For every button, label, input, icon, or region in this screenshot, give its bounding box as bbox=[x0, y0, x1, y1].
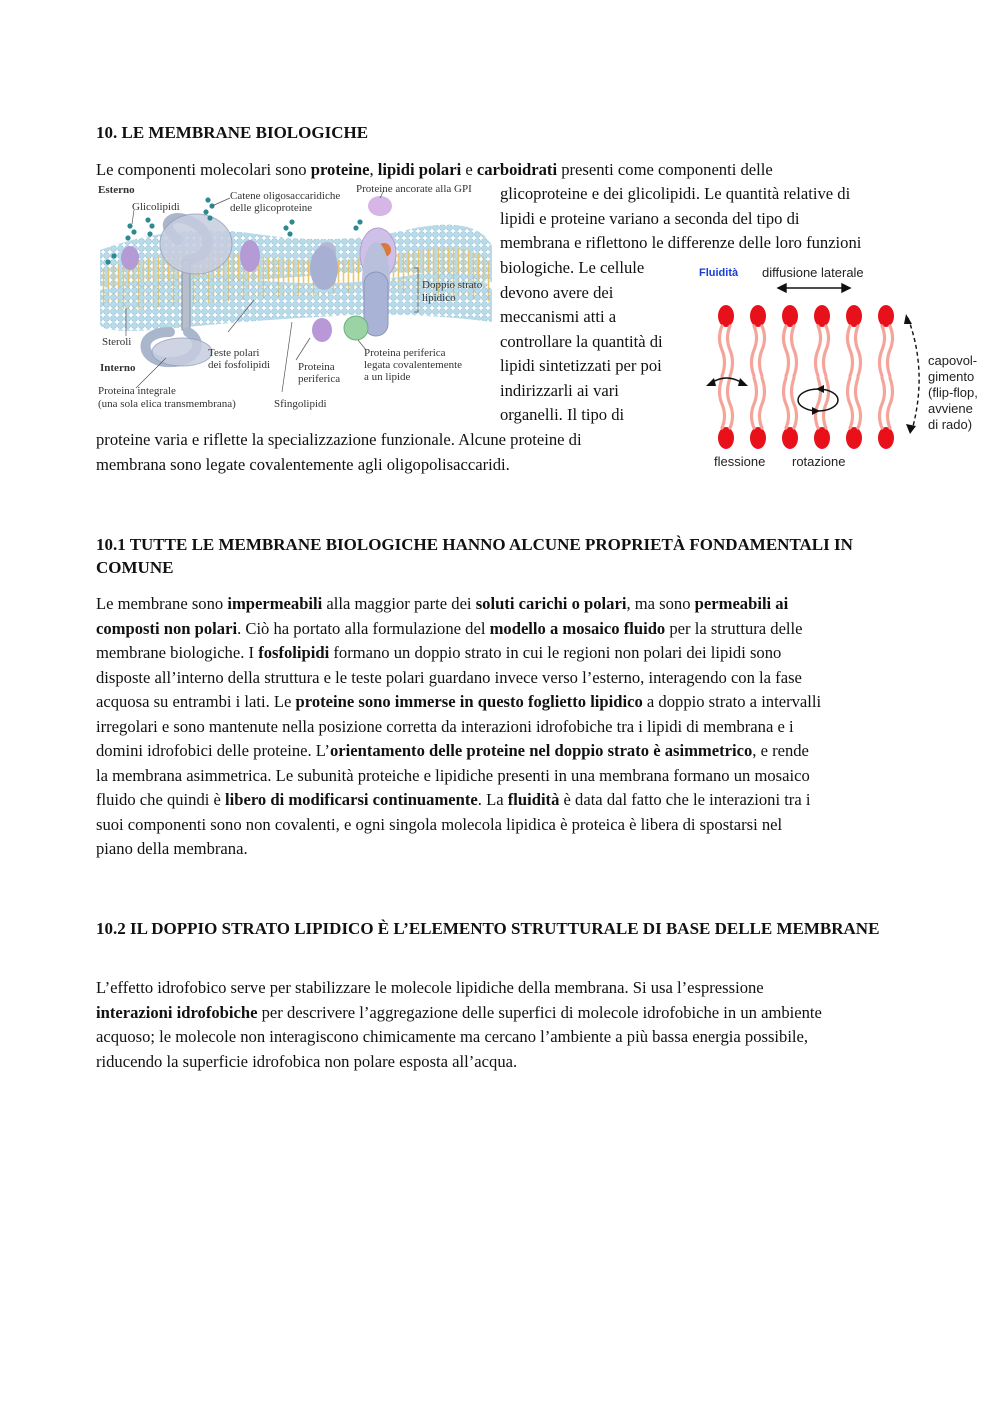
text-line bbox=[96, 764, 926, 789]
bold-term: fluidità bbox=[507, 790, 560, 809]
text-run: suoi componenti sono non covalenti, e ogni singola molecola lipidica è proteica è libera di spostarsi nel bbox=[96, 814, 783, 834]
bold-term: libero di modificarsi continuamente bbox=[225, 790, 478, 809]
text-line bbox=[96, 666, 926, 691]
lipid-head bbox=[878, 427, 894, 449]
text-line bbox=[96, 641, 926, 666]
text-run: L’effetto idrofobico serve per stabilizzare le molecole lipidiche della membrana. Si usa l’espressione bbox=[96, 978, 764, 997]
text-run: Le componenti molecolari sono bbox=[96, 160, 311, 179]
wrap-text-tail bbox=[96, 428, 696, 477]
bold-term: orientamento delle proteine nel doppio strato è asimmetrico bbox=[329, 741, 753, 760]
label-integrale-1: Proteina integrale bbox=[98, 385, 176, 397]
text-run: acquoso; le molecole non interagiscono chimicamente ma cercano l’ambiente a più bassa energia possibile, bbox=[96, 1027, 809, 1046]
lipid-tail bbox=[792, 326, 797, 376]
fluidity-diagram bbox=[696, 262, 994, 474]
text-line bbox=[96, 715, 926, 740]
text-line bbox=[96, 813, 926, 838]
bold-term: interazioni idrofobiche bbox=[96, 1002, 258, 1022]
lipid-tail bbox=[880, 378, 885, 428]
text-run: a doppio strato a intervalli bbox=[642, 692, 822, 711]
label-esterno: Esterno bbox=[98, 184, 135, 196]
text-line bbox=[96, 592, 926, 617]
label-interno: Interno bbox=[100, 362, 136, 374]
lipid-tail bbox=[816, 378, 821, 428]
lipid-head bbox=[878, 305, 894, 327]
label-catene-1: Catene oligosaccaridiche bbox=[230, 190, 341, 202]
lipid-tail bbox=[848, 326, 853, 376]
text-run: acquosa su entrambi i lati. Le bbox=[96, 692, 296, 711]
lipid-tail bbox=[728, 326, 733, 376]
wrap-text-narrow bbox=[500, 256, 700, 428]
label-doppio-2: lipidico bbox=[422, 292, 456, 304]
label-steroli: Steroli bbox=[102, 336, 132, 348]
text-run: formano un doppio strato in cui le regioni non polari dei lipidi sono bbox=[329, 643, 782, 662]
label-capovol-2: gimento bbox=[928, 369, 975, 384]
bold-term: impermeabili bbox=[227, 594, 323, 613]
label-flessione: flessione bbox=[714, 454, 766, 469]
lipid-tail bbox=[848, 378, 853, 428]
lipid-tail bbox=[720, 326, 725, 376]
bold-term: proteine sono immerse in questo foglietto lipidico bbox=[295, 692, 643, 711]
text-line: organelli. Il tipo di bbox=[500, 405, 625, 424]
text-run: , e rende bbox=[752, 741, 809, 760]
text-run: domini idrofobici delle proteine. L’ bbox=[96, 741, 330, 760]
text-line bbox=[96, 1025, 926, 1050]
label-teste-1: Teste polari bbox=[208, 347, 260, 359]
label-capovol-1: capovol- bbox=[928, 353, 978, 368]
lipid-tail bbox=[728, 378, 733, 428]
text-line bbox=[96, 1050, 926, 1075]
label-capovol-5: di rado) bbox=[928, 417, 973, 432]
label-capovol-4: avviene bbox=[928, 401, 973, 416]
lipid-tail bbox=[880, 326, 885, 376]
label-periferica-1: Proteina bbox=[298, 361, 335, 373]
label-diffusione: diffusione laterale bbox=[762, 265, 864, 280]
text-run: piano della membrana. bbox=[96, 839, 248, 858]
section-title-2: 10.1 TUTTE LE MEMBRANE BIOLOGICHE HANNO ALCUNE PROPRIETÀ FONDAMENTALI IN COMUNE bbox=[96, 535, 853, 577]
bold-term: composti non polari bbox=[96, 618, 238, 638]
text-line: membrana e riflettono le differenze delle loro funzioni bbox=[500, 233, 862, 252]
text-run: . La bbox=[477, 790, 508, 809]
text-line bbox=[96, 739, 926, 764]
bold-term: proteine bbox=[310, 160, 370, 179]
bold-term: permeabili ai bbox=[694, 594, 789, 613]
text-run: . Ciò ha portato alla formulazione del bbox=[237, 618, 490, 638]
lipid-tail bbox=[752, 326, 757, 376]
text-line: lipidi e proteine variano a seconda del tipo di bbox=[500, 208, 800, 228]
label-glicolipidi: Glicolipidi bbox=[132, 201, 180, 213]
lipid-head bbox=[718, 427, 734, 449]
text-line bbox=[96, 976, 926, 1001]
lipid-head bbox=[782, 305, 798, 327]
lipid-head bbox=[846, 427, 862, 449]
label-gpi: Proteine ancorate alla GPI bbox=[356, 183, 472, 195]
lipid-tail bbox=[752, 378, 757, 428]
bold-term: carboidrati bbox=[476, 160, 558, 179]
label-periferica-2: periferica bbox=[298, 373, 341, 385]
lipid-tail bbox=[856, 326, 861, 376]
text-line: devono avere dei bbox=[500, 282, 614, 302]
label-legata-3: a un lipide bbox=[364, 371, 411, 383]
lipid-tail bbox=[824, 326, 829, 376]
wrap-text-wide bbox=[500, 182, 910, 256]
lipid-tail bbox=[824, 378, 829, 428]
lipid-tail bbox=[816, 326, 821, 376]
text-run: alla maggior parte dei bbox=[322, 594, 476, 613]
label-legata-1: Proteina periferica bbox=[364, 347, 446, 359]
text-line: membrana sono legate covalentemente agli oligopolisaccaridi. bbox=[96, 454, 510, 474]
lipid-tail bbox=[888, 326, 893, 376]
bold-term: modello a mosaico fluido bbox=[489, 618, 666, 638]
lipid-tail bbox=[760, 378, 765, 428]
bold-term: lipidi polari bbox=[377, 160, 462, 179]
text-line: lipidi sintetizzati per poi bbox=[500, 356, 662, 375]
text-run: per descrivere l’aggregazione delle superfici di molecole idrofobiche in un ambiente bbox=[257, 1002, 822, 1022]
text-line: meccanismi atti a bbox=[500, 307, 617, 326]
intro-line bbox=[96, 158, 916, 183]
lipid-head bbox=[814, 427, 830, 449]
text-line bbox=[96, 1001, 926, 1026]
text-line bbox=[96, 690, 926, 715]
membrane-diagram bbox=[96, 182, 492, 416]
text-run: e bbox=[461, 160, 477, 179]
section-3-body bbox=[96, 976, 926, 1074]
label-teste-2: dei fosfolipidi bbox=[208, 359, 271, 371]
lipid-head bbox=[782, 427, 798, 449]
text-line bbox=[96, 617, 926, 642]
lipid-tail bbox=[784, 326, 789, 376]
section-title-1: 10. LE MEMBRANE BIOLOGICHE bbox=[96, 123, 369, 142]
section-title-3: 10.2 IL DOPPIO STRATO LIPIDICO È L’ELEMENTO STRUTTURALE DI BASE DELLE MEMBRANE bbox=[96, 919, 880, 938]
bold-term: soluti carichi o polari bbox=[475, 594, 627, 613]
text-line bbox=[96, 837, 926, 862]
text-run: la membrana asimmetrica. Le subunità proteiche e lipidiche presenti in una membrana formano un mosaico bbox=[96, 765, 810, 785]
text-line: indirizzarli ai vari bbox=[500, 380, 619, 400]
bold-term: fosfolipidi bbox=[258, 643, 330, 662]
lipid-head bbox=[846, 305, 862, 327]
label-doppio-1: Doppio strato bbox=[422, 279, 483, 291]
label-legata-2: legata covalentemente bbox=[364, 359, 463, 371]
text-line: glicoproteine e dei glicolipidi. Le quantità relative di bbox=[500, 184, 851, 203]
lipid-tail bbox=[784, 378, 789, 428]
label-sfingolipidi: Sfingolipidi bbox=[274, 398, 327, 410]
text-run: disposte all’interno della struttura e le teste polari guardano invece verso l’esterno, interagendo con la fase bbox=[96, 667, 802, 687]
text-run: per la struttura delle bbox=[665, 618, 803, 638]
text-line: biologiche. Le cellule bbox=[500, 258, 645, 277]
text-line: proteine varia e riflette la specializzazione funzionale. Alcune proteine di bbox=[96, 430, 582, 449]
lipid-tail bbox=[792, 378, 797, 428]
text-run: , ma sono bbox=[626, 594, 695, 613]
label-integrale-2: (una sola elica transmembrana) bbox=[98, 398, 236, 410]
lipid-head bbox=[718, 305, 734, 327]
text-run: membrane biologiche. I bbox=[96, 643, 259, 662]
text-run: irregolari e sono mantenute nella posizione corretta da interazioni idrofobiche tra i lipidi di membrana e i bbox=[96, 716, 794, 736]
text-run: , bbox=[369, 160, 378, 179]
text-run: è data dal fatto che le interazioni tra i bbox=[559, 790, 811, 809]
lipid-tail bbox=[720, 378, 725, 428]
lipid-tail bbox=[856, 378, 861, 428]
lipid-head bbox=[750, 427, 766, 449]
lipid-molecules bbox=[718, 305, 894, 449]
label-fluidita: Fluidità bbox=[699, 267, 739, 279]
lipid-tail bbox=[888, 378, 893, 428]
text-line: controllare la quantità di bbox=[500, 331, 663, 351]
text-run: presenti come componenti delle bbox=[557, 160, 773, 179]
lipid-tail bbox=[760, 326, 765, 376]
label-capovol-3: (flip-flop, bbox=[928, 385, 978, 400]
lipid-head bbox=[750, 305, 766, 327]
section-2-body bbox=[96, 592, 926, 862]
lipid-head bbox=[814, 305, 830, 327]
label-rotazione: rotazione bbox=[792, 454, 846, 469]
text-run: riducendo la superficie idrofobica non polare esposta all’acqua. bbox=[96, 1051, 518, 1071]
text-run: fluido che quindi è bbox=[96, 790, 226, 809]
text-line bbox=[96, 788, 926, 813]
text-run: Le membrane sono bbox=[96, 594, 228, 613]
label-catene-2: delle glicoproteine bbox=[230, 202, 313, 214]
